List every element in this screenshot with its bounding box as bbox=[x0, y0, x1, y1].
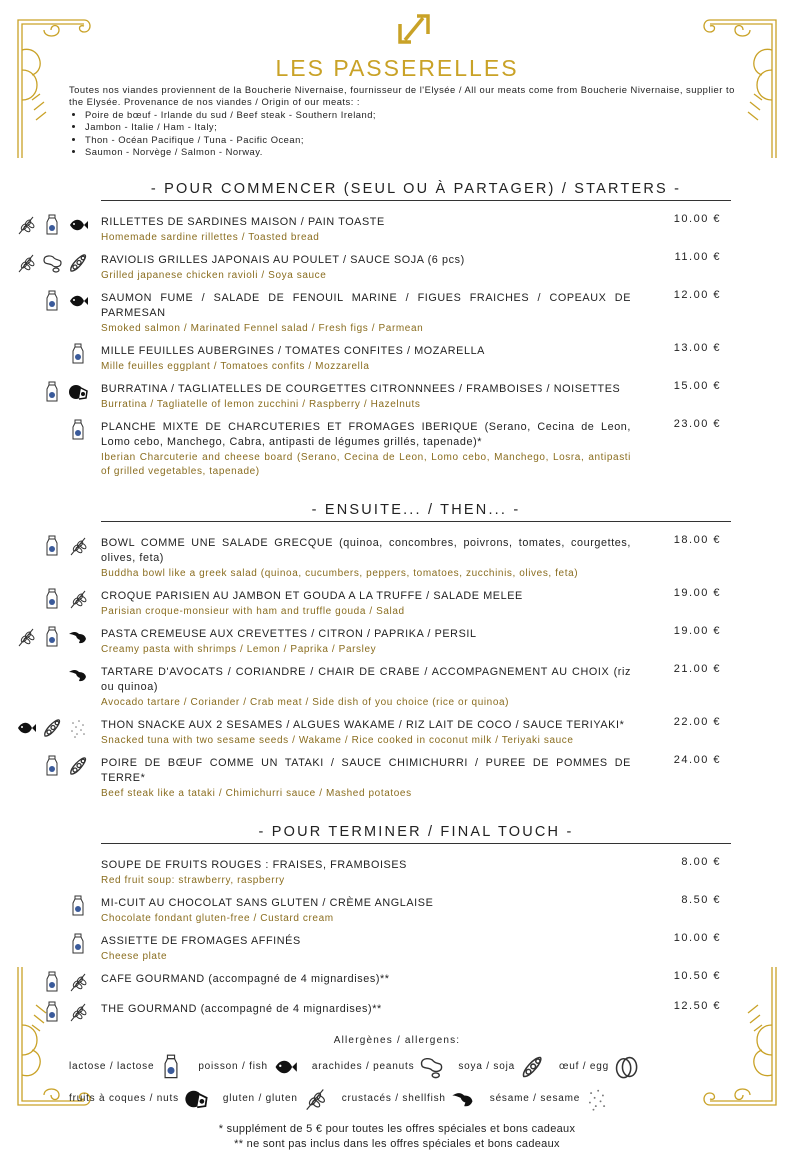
lactose-icon bbox=[41, 755, 63, 777]
item-subtitle: Parisian croque-monsieur with ham and truffle gouda / Salad bbox=[101, 606, 405, 617]
allergen-icons bbox=[15, 214, 89, 236]
menu-item bbox=[101, 627, 721, 657]
item-price: 18.00 € bbox=[673, 534, 721, 546]
item-price: 8.50 € bbox=[681, 894, 721, 906]
lactose-icon bbox=[41, 971, 63, 993]
item-title: BURRATINA / TAGLIATELLES DE COURGETTES CITRONNNEES / FRAMBOISES / NOISETTES bbox=[101, 383, 621, 395]
menu-item bbox=[101, 1002, 721, 1024]
menu-item bbox=[101, 291, 721, 336]
item-title: PLANCHE MIXTE DE CHARCUTERIES ET FROMAGES IBERIQUE (Serano, Cecina de Leon, Lomo cebo, Manchego, Cabra, antipasti de légumes grillés, tapenade)* bbox=[101, 421, 631, 448]
item-title: MI-CUIT AU CHOCOLAT SANS GLUTEN / CRÈME ANGLAISE bbox=[101, 897, 434, 909]
section-divider bbox=[101, 200, 731, 201]
gluten-icon bbox=[15, 626, 37, 648]
lactose-icon bbox=[41, 214, 63, 236]
origin-item: • Jambon - Italie / Ham - Italy; bbox=[85, 121, 744, 133]
allergen-icons bbox=[41, 381, 89, 403]
menu-item bbox=[101, 934, 721, 964]
origin-item: • Thon - Océan Pacifique / Tuna - Pacific Ocean; bbox=[85, 134, 744, 146]
lactose-icon bbox=[67, 419, 89, 441]
item-subtitle: Burratina / Tagliatelle of lemon zucchini / Raspberry / Hazelnuts bbox=[101, 399, 421, 410]
item-title: CROQUE PARISIEN AU JAMBON ET GOUDA A LA TRUFFE / SALADE MELEE bbox=[101, 590, 523, 602]
item-price: 10.00 € bbox=[673, 932, 721, 944]
allergen-label: fruits à coques / nuts bbox=[69, 1093, 179, 1104]
menu-item bbox=[101, 420, 721, 479]
fish-icon bbox=[67, 290, 89, 312]
allergen-label: gluten / gluten bbox=[222, 1093, 298, 1104]
item-price: 11.00 € bbox=[674, 251, 721, 263]
lactose-icon bbox=[67, 343, 89, 365]
item-title: PASTA CREMEUSE AUX CREVETTES / CITRON / PAPRIKA / PERSIL bbox=[101, 628, 477, 640]
allergen-legend-row bbox=[69, 1054, 729, 1080]
gluten-icon bbox=[67, 535, 89, 557]
allergen-label: arachides / peanuts bbox=[311, 1061, 415, 1072]
menu-item bbox=[101, 972, 721, 994]
item-subtitle: Creamy pasta with shrimps / Lemon / Paprika / Parsley bbox=[101, 644, 377, 655]
footnote: ** ne sont pas inclus dans les offres spéciales et bons cadeaux bbox=[234, 1138, 560, 1150]
allergen-legend-item bbox=[198, 1054, 298, 1080]
sesame-icon bbox=[584, 1086, 610, 1112]
allergen-legend-item bbox=[559, 1054, 639, 1080]
allergen-legend-item bbox=[69, 1086, 209, 1112]
menu-item bbox=[101, 896, 721, 926]
item-title: SAUMON FUME / SALADE DE FENOUIL MARINE / FIGUES FRAICHES / COPEAUX DE PARMESAN bbox=[101, 292, 631, 319]
shellfish-icon bbox=[67, 664, 89, 686]
section-divider bbox=[101, 843, 731, 844]
menu-item bbox=[101, 718, 721, 748]
item-price: 22.00 € bbox=[673, 716, 721, 728]
soy-icon bbox=[519, 1054, 545, 1080]
item-title: RILLETTES DE SARDINES MAISON / PAIN TOASTE bbox=[101, 216, 385, 228]
item-price: 12.00 € bbox=[673, 289, 721, 301]
item-title: MILLE FEUILLES AUBERGINES / TOMATES CONFITES / MOZARELLA bbox=[101, 345, 485, 357]
item-price: 19.00 € bbox=[673, 587, 721, 599]
menu-item bbox=[101, 536, 721, 581]
soy-icon bbox=[41, 717, 63, 739]
allergen-label: crustacés / shellfish bbox=[341, 1093, 446, 1104]
item-title: RAVIOLIS GRILLES JAPONAIS AU POULET / SAUCE SOJA (6 pcs) bbox=[101, 254, 465, 266]
allergen-icons bbox=[41, 971, 89, 993]
allergen-icons bbox=[15, 252, 89, 274]
item-subtitle: Avocado tartare / Coriander / Crab meat / Side dish of you choice (rice or quinoa) bbox=[101, 697, 510, 708]
allergen-legend-item bbox=[69, 1054, 184, 1080]
lactose-icon bbox=[67, 895, 89, 917]
allergen-legend-item bbox=[458, 1054, 545, 1080]
item-price: 15.00 € bbox=[673, 380, 721, 392]
menu-item bbox=[101, 215, 721, 245]
menu-body bbox=[0, 180, 794, 1152]
allergen-icons bbox=[67, 664, 89, 686]
allergen-icons bbox=[41, 755, 89, 777]
allergen-icons bbox=[67, 343, 89, 365]
shellfish-icon bbox=[450, 1086, 476, 1112]
allergen-icons bbox=[67, 895, 89, 917]
section-title: - POUR TERMINER / FINAL TOUCH - bbox=[258, 824, 574, 840]
item-subtitle: Buddha bowl like a greek salad (quinoa, cucumbers, peppers, tomatoes, zucchinis, olives, feta) bbox=[101, 568, 579, 579]
allergen-legend-row bbox=[69, 1086, 729, 1112]
fish-icon bbox=[67, 214, 89, 236]
section-title: - ENSUITE... / THEN... - bbox=[311, 502, 521, 518]
gluten-icon bbox=[67, 971, 89, 993]
gluten-icon bbox=[302, 1086, 328, 1112]
intro-text bbox=[69, 84, 744, 158]
peanuts-icon bbox=[418, 1054, 444, 1080]
lactose-icon bbox=[41, 290, 63, 312]
allergen-label: lactose / lactose bbox=[69, 1061, 155, 1072]
menu-item bbox=[101, 858, 721, 888]
item-subtitle: Chocolate fondant gluten-free / Custard cream bbox=[101, 913, 334, 924]
footnote: * supplément de 5 € pour toutes les offres spéciales et bons cadeaux bbox=[218, 1123, 576, 1135]
fish-icon bbox=[272, 1054, 298, 1080]
restaurant-name: LES PASSERELLES bbox=[275, 55, 519, 81]
gluten-icon bbox=[67, 1001, 89, 1023]
allergen-label: poisson / fish bbox=[198, 1061, 268, 1072]
shellfish-icon bbox=[67, 626, 89, 648]
allergen-label: soya / soja bbox=[458, 1061, 515, 1072]
item-price: 12.50 € bbox=[673, 1000, 721, 1012]
allergen-icons bbox=[41, 535, 89, 557]
allergen-label: œuf / egg bbox=[558, 1061, 609, 1072]
origin-list bbox=[69, 109, 744, 159]
soy-icon bbox=[67, 252, 89, 274]
allergen-label: sésame / sesame bbox=[489, 1093, 581, 1104]
section-title: - POUR COMMENCER (SEUL OU À PARTAGER) / STARTERS - bbox=[150, 181, 682, 197]
passerelles-logo bbox=[397, 14, 431, 44]
section-divider bbox=[101, 521, 731, 522]
item-price: 19.00 € bbox=[673, 625, 721, 637]
lactose-icon bbox=[41, 381, 63, 403]
lactose-icon bbox=[67, 933, 89, 955]
item-price: 8.00 € bbox=[681, 856, 721, 868]
item-subtitle: Red fruit soup: strawberry, raspberry bbox=[101, 875, 285, 886]
item-price: 13.00 € bbox=[673, 342, 721, 354]
item-price: 24.00 € bbox=[673, 754, 721, 766]
item-subtitle: Cheese plate bbox=[101, 951, 168, 962]
allergen-legend-title: Allergènes / allergens: bbox=[333, 1035, 461, 1046]
allergen-legend-item bbox=[312, 1054, 444, 1080]
gluten-icon bbox=[15, 252, 37, 274]
gluten-icon bbox=[15, 214, 37, 236]
meat-origin-note: Toutes nos viandes proviennent de la Boucherie Nivernaise, fournisseur de l'Elysée / All our meats come from Boucherie Nivernaise, supplier to the Elysée. Provenance de nos viandes / Origin of our meats: : bbox=[69, 84, 735, 108]
item-subtitle: Mille feuilles eggplant / Tomatoes confits / Mozzarella bbox=[101, 361, 370, 372]
allergen-icons bbox=[41, 588, 89, 610]
allergen-icons bbox=[41, 1001, 89, 1023]
item-price: 23.00 € bbox=[673, 418, 721, 430]
egg-icon bbox=[613, 1054, 639, 1080]
item-subtitle: Beef steak like a tataki / Chimichurri sauce / Mashed potatoes bbox=[101, 788, 412, 799]
allergen-icons bbox=[67, 419, 89, 441]
peanuts-icon bbox=[41, 252, 63, 274]
allergen-legend-item bbox=[342, 1086, 476, 1112]
item-title: SOUPE DE FRUITS ROUGES : FRAISES, FRAMBOISES bbox=[101, 859, 407, 871]
fish-icon bbox=[15, 717, 37, 739]
allergen-legend bbox=[0, 1054, 794, 1112]
item-price: 21.00 € bbox=[673, 663, 721, 675]
allergen-legend-item bbox=[223, 1086, 328, 1112]
item-subtitle: Grilled japanese chicken ravioli / Soya sauce bbox=[101, 270, 327, 281]
item-title: TARTARE D'AVOCATS / CORIANDRE / CHAIR DE CRABE / ACCOMPAGNEMENT AU CHOIX (riz ou quinoa) bbox=[101, 666, 631, 693]
allergen-legend-item bbox=[490, 1086, 610, 1112]
item-title: CAFE GOURMAND (accompagné de 4 mignardises)** bbox=[101, 973, 390, 985]
item-title: BOWL COMME UNE SALADE GRECQUE (quinoa, concombres, poivrons, tomates, courgettes, olives, feta) bbox=[101, 537, 631, 564]
item-subtitle: Smoked salmon / Marinated Fennel salad / Fresh figs / Parmean bbox=[101, 323, 424, 334]
menu-sections bbox=[0, 180, 794, 1024]
item-title: ASSIETTE DE FROMAGES AFFINÉS bbox=[101, 935, 301, 947]
lactose-icon bbox=[41, 535, 63, 557]
item-price: 10.00 € bbox=[673, 213, 721, 225]
item-title: THON SNACKE AUX 2 SESAMES / ALGUES WAKAME / RIZ LAIT DE COCO / SAUCE TERIYAKI* bbox=[101, 719, 625, 731]
item-price: 10.50 € bbox=[673, 970, 721, 982]
allergen-icons bbox=[41, 290, 89, 312]
sesame-icon bbox=[67, 717, 89, 739]
menu-item bbox=[101, 665, 721, 710]
lactose-icon bbox=[41, 626, 63, 648]
menu-item bbox=[101, 756, 721, 801]
allergen-icons bbox=[67, 933, 89, 955]
allergen-icons bbox=[15, 626, 89, 648]
item-title: POIRE DE BŒUF COMME UN TATAKI / SAUCE CHIMICHURRI / PUREE DE POMMES DE TERRE* bbox=[101, 757, 631, 784]
lactose-icon bbox=[41, 588, 63, 610]
lactose-icon bbox=[41, 1001, 63, 1023]
lactose-icon bbox=[158, 1054, 184, 1080]
item-title: THE GOURMAND (accompagné de 4 mignardises)** bbox=[101, 1003, 382, 1015]
menu-item bbox=[101, 589, 721, 619]
nuts-icon bbox=[67, 381, 89, 403]
gluten-icon bbox=[67, 588, 89, 610]
origin-item: • Poire de bœuf - Irlande du sud / Beef steak - Southern Ireland; bbox=[85, 109, 744, 121]
item-subtitle: Snacked tuna with two sesame seeds / Wakame / Rice cooked in coconut milk / Teriyaki sauce bbox=[101, 735, 574, 746]
menu-item bbox=[101, 253, 721, 283]
nuts-icon bbox=[183, 1086, 209, 1112]
menu-item bbox=[101, 344, 721, 374]
item-subtitle: Homemade sardine rillettes / Toasted bread bbox=[101, 232, 320, 243]
origin-item: • Saumon - Norvège / Salmon - Norway. bbox=[85, 146, 744, 158]
item-subtitle: Iberian Charcuterie and cheese board (Serano, Cecina de Leon, Lomo cebo, Manchego, Losra, antipasti of grilled vegetables, tapenade) bbox=[101, 452, 631, 477]
soy-icon bbox=[67, 755, 89, 777]
menu-item bbox=[101, 382, 721, 412]
allergen-icons bbox=[15, 717, 89, 739]
